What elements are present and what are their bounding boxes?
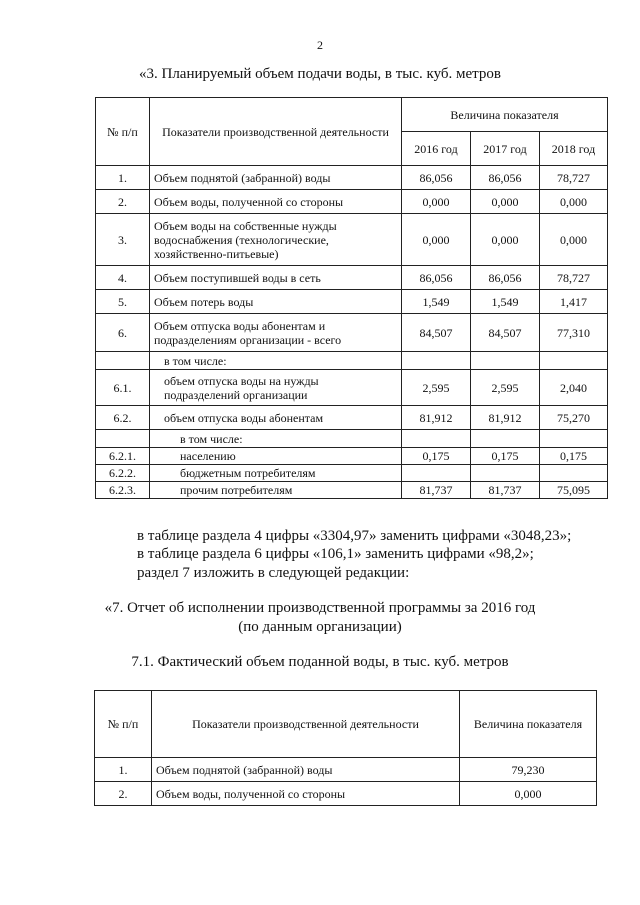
row-name: в том числе:	[150, 352, 402, 370]
table-row	[96, 482, 608, 499]
row-value-2017: 81,912	[471, 406, 540, 430]
row-value-2018: 75,270	[540, 406, 608, 430]
row-value-2018: 0,000	[540, 214, 608, 266]
table-row	[96, 465, 608, 482]
row-name: Объем потерь воды	[150, 290, 402, 314]
row-name: Объем воды на собственные нужды водоснабжения (технологические, хозяйственно-питьевые)	[150, 214, 402, 266]
row-value-2018	[540, 465, 608, 482]
row-value-2017: 86,056	[471, 166, 540, 190]
row-name: прочим потребителям	[150, 482, 402, 499]
row-num: 4.	[96, 266, 150, 290]
row-value-2018: 78,727	[540, 166, 608, 190]
table-row	[96, 214, 608, 266]
row-num: 2.	[95, 782, 152, 806]
row-value-2018: 77,310	[540, 314, 608, 352]
row-name: бюджетным потребителям	[150, 465, 402, 482]
row-value-2016: 1,549	[402, 290, 471, 314]
row-value-2016	[402, 430, 471, 448]
table-header-row	[95, 691, 597, 758]
col-num-header: № п/п	[95, 691, 152, 758]
row-value-2017: 84,507	[471, 314, 540, 352]
section3-table	[95, 97, 608, 499]
row-value-2016: 84,507	[402, 314, 471, 352]
row-name: Объем воды, полученной со стороны	[152, 782, 460, 806]
row-name: населению	[150, 448, 402, 465]
row-num: 2.	[96, 190, 150, 214]
row-name: Объем воды, полученной со стороны	[150, 190, 402, 214]
col-value-header: Величина показателя	[402, 98, 608, 132]
row-value-2017	[471, 430, 540, 448]
row-value-2016	[402, 465, 471, 482]
col-value-header: Величина показателя	[460, 691, 597, 758]
row-value-2017: 0,000	[471, 214, 540, 266]
table-row	[96, 314, 608, 352]
row-value-2016: 81,737	[402, 482, 471, 499]
row-value-2016: 0,175	[402, 448, 471, 465]
table-row	[96, 290, 608, 314]
row-value-2016: 86,056	[402, 266, 471, 290]
row-value-2016: 81,912	[402, 406, 471, 430]
row-value-2016: 86,056	[402, 166, 471, 190]
row-value-2016: 0,000	[402, 190, 471, 214]
row-value-2017: 0,000	[471, 190, 540, 214]
col-indicator-header: Показатели производственной деятельности	[150, 98, 402, 166]
row-value-2018: 0,175	[540, 448, 608, 465]
section7-1-title: 7.1. Фактический объем поданной воды, в тыс. куб. метров	[131, 654, 509, 670]
row-name: Объем поднятой (забранной) воды	[150, 166, 402, 190]
table-row	[96, 266, 608, 290]
section3-title: «3. Планируемый объем подачи воды, в тыс. куб. метров	[138, 66, 502, 82]
row-num: 6.	[96, 314, 150, 352]
row-value-2018: 78,727	[540, 266, 608, 290]
paragraph: в таблице раздела 4 цифры «3304,97» заменить цифрами «3048,23»;	[137, 528, 572, 544]
table-row	[96, 448, 608, 465]
row-value-2017: 81,737	[471, 482, 540, 499]
row-value-2017	[471, 465, 540, 482]
table-row	[96, 190, 608, 214]
table-row	[96, 430, 608, 448]
col-num-header: № п/п	[96, 98, 150, 166]
row-value-2017: 2,595	[471, 370, 540, 406]
section7-title: «7. Отчет об исполнении производственной программы за 2016 год	[104, 600, 536, 616]
row-num	[96, 352, 150, 370]
year-2017-header: 2017 год	[471, 132, 540, 166]
row-value: 0,000	[460, 782, 597, 806]
table-row	[96, 352, 608, 370]
table-row	[95, 758, 597, 782]
row-value-2018: 75,095	[540, 482, 608, 499]
row-value-2016	[402, 352, 471, 370]
row-value-2018	[540, 430, 608, 448]
year-2018-header: 2018 год	[540, 132, 608, 166]
row-num: 5.	[96, 290, 150, 314]
row-value-2016: 2,595	[402, 370, 471, 406]
row-num: 6.2.3.	[96, 482, 150, 499]
row-num: 3.	[96, 214, 150, 266]
row-value-2017: 1,549	[471, 290, 540, 314]
row-value-2018: 1,417	[540, 290, 608, 314]
table-row	[95, 782, 597, 806]
row-num: 6.2.1.	[96, 448, 150, 465]
row-name: объем отпуска воды на нужды подразделений организации	[150, 370, 402, 406]
paragraph: в таблице раздела 6 цифры «106,1» заменить цифрами «98,2»;	[137, 546, 534, 562]
row-value-2018: 0,000	[540, 190, 608, 214]
col-indicator-header: Показатели производственной деятельности	[152, 691, 460, 758]
row-num: 6.2.	[96, 406, 150, 430]
table-row	[96, 370, 608, 406]
row-value-2017: 86,056	[471, 266, 540, 290]
row-name: в том числе:	[150, 430, 402, 448]
year-2016-header: 2016 год	[402, 132, 471, 166]
section7-subtitle-organization: (по данным организации)	[238, 619, 402, 635]
row-value-2017: 0,175	[471, 448, 540, 465]
row-name: Объем поступившей воды в сеть	[150, 266, 402, 290]
page-number: 2	[317, 38, 323, 52]
row-value-2018	[540, 352, 608, 370]
row-value-2017	[471, 352, 540, 370]
row-value: 79,230	[460, 758, 597, 782]
row-num: 6.2.2.	[96, 465, 150, 482]
row-value-2016: 0,000	[402, 214, 471, 266]
row-value-2018: 2,040	[540, 370, 608, 406]
row-num: 6.1.	[96, 370, 150, 406]
paragraph: раздел 7 изложить в следующей редакции:	[137, 565, 410, 581]
row-num: 1.	[95, 758, 152, 782]
row-name: Объем отпуска воды абонентам и подразделениям организации - всего	[150, 314, 402, 352]
table-row	[96, 166, 608, 190]
row-num	[96, 430, 150, 448]
row-num: 1.	[96, 166, 150, 190]
table-header-row	[96, 98, 608, 132]
row-name: Объем поднятой (забранной) воды	[152, 758, 460, 782]
row-name: объем отпуска воды абонентам	[150, 406, 402, 430]
section7-table	[94, 690, 597, 806]
table-row	[96, 406, 608, 430]
